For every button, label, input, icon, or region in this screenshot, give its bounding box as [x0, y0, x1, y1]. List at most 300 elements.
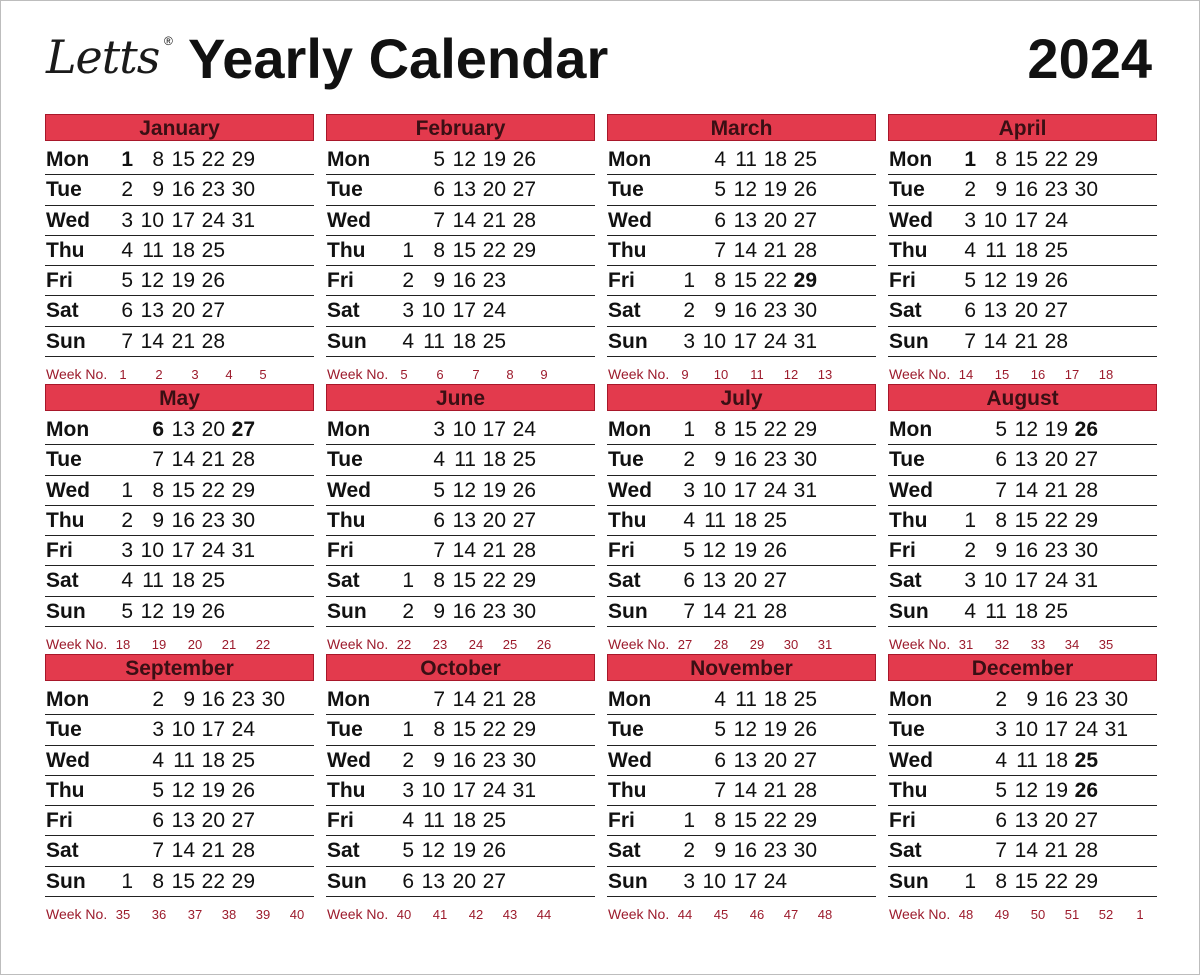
- date-cell: 10: [1014, 718, 1038, 742]
- day-row: [326, 715, 595, 745]
- date-cell: 23: [763, 839, 787, 863]
- day-row: [326, 597, 595, 627]
- month-april: [888, 114, 1157, 385]
- day-name: Sat: [608, 839, 641, 863]
- date-cell: 1: [964, 869, 976, 893]
- date-cell: 8: [433, 238, 445, 262]
- week-number: 3: [191, 367, 199, 383]
- date-cell: 22: [482, 238, 506, 262]
- date-cell: 15: [1014, 148, 1038, 171]
- day-row: [326, 476, 595, 506]
- day-name: Sat: [889, 839, 922, 863]
- date-cell: 22: [201, 478, 225, 502]
- day-name: Wed: [46, 208, 90, 232]
- date-cell: 8: [152, 478, 164, 502]
- date-cell: 12: [702, 539, 726, 563]
- day-row: [326, 836, 595, 866]
- date-cell: 24: [482, 299, 506, 323]
- date-cell: 12: [140, 269, 164, 293]
- date-cell: 24: [231, 718, 255, 742]
- date-cell: 13: [452, 508, 476, 532]
- week-numbers: [607, 903, 876, 925]
- date-cell: 21: [763, 778, 787, 802]
- week-number: 11: [750, 367, 764, 383]
- date-cell: 21: [482, 688, 506, 711]
- day-row: [888, 206, 1157, 236]
- date-cell: 7: [995, 478, 1007, 502]
- date-cell: 8: [995, 148, 1007, 171]
- day-name: Sat: [608, 569, 641, 593]
- page-title: Yearly Calendar: [188, 27, 609, 90]
- date-cell: 26: [482, 839, 506, 863]
- month-name: October: [326, 654, 595, 681]
- date-cell: 26: [1074, 778, 1098, 802]
- week-label: Week No.: [608, 636, 670, 653]
- week-number: 22: [396, 637, 412, 653]
- week-label: Week No.: [327, 366, 389, 383]
- date-cell: 14: [983, 329, 1007, 353]
- day-row: [888, 266, 1157, 296]
- date-cell: 19: [482, 478, 506, 502]
- date-cell: 7: [433, 208, 445, 232]
- date-cell: 6: [995, 809, 1007, 833]
- day-name: Tue: [889, 718, 925, 742]
- date-cell: 20: [482, 178, 506, 202]
- date-cell: 28: [231, 839, 255, 863]
- date-cell: 3: [402, 778, 414, 802]
- day-row: [326, 236, 595, 266]
- day-row: [45, 327, 314, 357]
- date-cell: 5: [995, 778, 1007, 802]
- day-name: Sat: [327, 299, 360, 323]
- date-cell: 5: [433, 478, 445, 502]
- date-cell: 8: [995, 869, 1007, 893]
- week-number: 49: [994, 907, 1010, 923]
- date-cell: 22: [1044, 148, 1068, 171]
- week-number: 4: [225, 367, 233, 383]
- date-cell: 29: [512, 569, 536, 593]
- date-cell: 1: [121, 478, 133, 502]
- date-cell: 15: [452, 569, 476, 593]
- date-cell: 1: [683, 809, 695, 833]
- week-label: Week No.: [46, 906, 108, 923]
- date-cell: 22: [763, 418, 787, 441]
- date-cell: 15: [452, 238, 476, 262]
- month-june: [326, 384, 595, 655]
- date-cell: 17: [1014, 208, 1038, 232]
- day-name: Tue: [608, 718, 644, 742]
- date-cell: 18: [171, 238, 195, 262]
- date-cell: 3: [152, 718, 164, 742]
- date-cell: 19: [452, 839, 476, 863]
- week-number: 48: [817, 907, 833, 923]
- date-cell: 19: [482, 148, 506, 171]
- week-label: Week No.: [327, 906, 389, 923]
- day-row: [888, 536, 1157, 566]
- week-number: 10: [713, 367, 729, 383]
- day-row: [888, 566, 1157, 596]
- registered-mark: ®: [164, 34, 173, 48]
- date-cell: 8: [714, 269, 726, 293]
- day-row: [45, 415, 314, 445]
- date-cell: 20: [201, 809, 225, 833]
- date-cell: 2: [683, 448, 695, 472]
- day-name: Wed: [889, 748, 933, 772]
- date-cell: 25: [201, 238, 225, 262]
- date-cell: 29: [1074, 148, 1098, 171]
- day-name: Fri: [46, 539, 73, 563]
- date-cell: 18: [1014, 599, 1038, 623]
- date-cell: 6: [433, 178, 445, 202]
- date-cell: 11: [985, 238, 1007, 262]
- date-cell: 24: [482, 778, 506, 802]
- day-name: Thu: [608, 508, 647, 532]
- date-cell: 18: [763, 148, 787, 171]
- date-cell: 15: [733, 269, 757, 293]
- date-cell: 17: [1014, 569, 1038, 593]
- day-row: [607, 206, 876, 236]
- date-cell: 4: [152, 748, 164, 772]
- date-cell: 28: [231, 448, 255, 472]
- day-name: Sat: [608, 299, 641, 323]
- week-number: 29: [749, 637, 765, 653]
- week-number: 15: [994, 367, 1010, 383]
- date-cell: 4: [964, 599, 976, 623]
- month-name: November: [607, 654, 876, 681]
- day-row: [607, 266, 876, 296]
- week-number: 17: [1064, 367, 1080, 383]
- day-name: Sat: [327, 569, 360, 593]
- day-name: Sun: [608, 599, 648, 623]
- day-name: Tue: [608, 448, 644, 472]
- date-cell: 22: [201, 148, 225, 171]
- date-cell: 29: [793, 418, 817, 441]
- date-cell: 22: [482, 569, 506, 593]
- date-cell: 27: [512, 178, 536, 202]
- date-cell: 4: [714, 148, 726, 171]
- day-row: [607, 836, 876, 866]
- date-cell: 17: [201, 718, 225, 742]
- date-cell: 11: [142, 238, 164, 262]
- date-cell: 13: [421, 869, 445, 893]
- date-cell: 1: [683, 418, 695, 441]
- date-cell: 3: [402, 299, 414, 323]
- day-name: Tue: [327, 448, 363, 472]
- date-cell: 9: [433, 748, 445, 772]
- date-cell: 7: [152, 448, 164, 472]
- day-name: Thu: [327, 238, 366, 262]
- date-cell: 29: [231, 869, 255, 893]
- day-name: Wed: [327, 478, 371, 502]
- date-cell: 9: [183, 688, 195, 711]
- date-cell: 16: [1014, 178, 1038, 202]
- day-name: Fri: [889, 269, 916, 293]
- date-cell: 10: [421, 299, 445, 323]
- date-cell: 22: [1044, 508, 1068, 532]
- day-name: Sat: [46, 839, 79, 863]
- date-cell: 6: [121, 299, 133, 323]
- date-cell: 3: [121, 208, 133, 232]
- date-cell: 9: [714, 839, 726, 863]
- date-cell: 16: [171, 178, 195, 202]
- date-cell: 16: [1044, 688, 1068, 711]
- day-name: Thu: [46, 238, 85, 262]
- date-cell: 31: [512, 778, 536, 802]
- week-number: 27: [677, 637, 693, 653]
- date-cell: 21: [1014, 329, 1038, 353]
- date-cell: 5: [433, 148, 445, 171]
- date-cell: 14: [171, 839, 195, 863]
- date-cell: 16: [733, 448, 757, 472]
- day-name: Sun: [889, 329, 929, 353]
- date-cell: 4: [714, 688, 726, 711]
- day-name: Fri: [608, 809, 635, 833]
- date-cell: 3: [683, 478, 695, 502]
- day-row: [45, 536, 314, 566]
- day-name: Mon: [889, 148, 933, 171]
- day-name: Wed: [608, 478, 652, 502]
- day-name: Sun: [889, 869, 929, 893]
- date-cell: 31: [793, 478, 817, 502]
- date-cell: 24: [763, 869, 787, 893]
- week-number: 18: [115, 637, 131, 653]
- day-row: [888, 506, 1157, 536]
- date-cell: 9: [433, 599, 445, 623]
- date-cell: 26: [763, 539, 787, 563]
- date-cell: 20: [1044, 809, 1068, 833]
- date-cell: 10: [702, 869, 726, 893]
- date-cell: 10: [171, 718, 195, 742]
- week-number: 18: [1098, 367, 1114, 383]
- date-cell: 26: [512, 478, 536, 502]
- date-cell: 19: [171, 599, 195, 623]
- day-row: [326, 415, 595, 445]
- date-cell: 25: [231, 748, 255, 772]
- day-name: Tue: [46, 178, 82, 202]
- week-number: 41: [432, 907, 448, 923]
- date-cell: 9: [714, 299, 726, 323]
- date-cell: 18: [763, 688, 787, 711]
- date-cell: 30: [1074, 539, 1098, 563]
- day-row: [888, 327, 1157, 357]
- date-cell: 16: [201, 688, 225, 711]
- day-row: [326, 506, 595, 536]
- week-number: 33: [1030, 637, 1046, 653]
- day-row: [607, 415, 876, 445]
- day-row: [607, 536, 876, 566]
- day-row: [45, 597, 314, 627]
- week-number: 1: [119, 367, 127, 383]
- date-cell: 23: [482, 748, 506, 772]
- week-number: 8: [506, 367, 514, 383]
- week-number: 32: [994, 637, 1010, 653]
- week-number: 19: [151, 637, 167, 653]
- day-name: Sun: [608, 869, 648, 893]
- date-cell: 7: [714, 238, 726, 262]
- month-name: September: [45, 654, 314, 681]
- date-cell: 8: [995, 508, 1007, 532]
- week-number: 31: [817, 637, 833, 653]
- week-number: 44: [677, 907, 693, 923]
- date-cell: 15: [733, 418, 757, 441]
- day-row: [326, 776, 595, 806]
- date-cell: 14: [452, 208, 476, 232]
- date-cell: 18: [1044, 748, 1068, 772]
- date-cell: 3: [683, 869, 695, 893]
- day-row: [326, 566, 595, 596]
- day-name: Thu: [889, 508, 928, 532]
- day-name: Mon: [608, 148, 652, 171]
- date-cell: 25: [793, 688, 817, 711]
- date-cell: 2: [995, 688, 1007, 711]
- date-cell: 3: [683, 329, 695, 353]
- date-cell: 8: [152, 148, 164, 171]
- date-cell: 13: [733, 208, 757, 232]
- date-cell: 7: [433, 688, 445, 711]
- day-name: Tue: [46, 718, 82, 742]
- date-cell: 26: [1044, 269, 1068, 293]
- day-name: Fri: [327, 269, 354, 293]
- week-number: 31: [958, 637, 974, 653]
- week-numbers: [607, 633, 876, 655]
- day-name: Mon: [46, 418, 90, 441]
- week-number: 9: [540, 367, 548, 383]
- date-cell: 1: [402, 238, 414, 262]
- date-cell: 17: [1044, 718, 1068, 742]
- day-row: [326, 806, 595, 836]
- date-cell: 22: [763, 809, 787, 833]
- date-cell: 17: [733, 478, 757, 502]
- day-row: [607, 597, 876, 627]
- date-cell: 4: [402, 809, 414, 833]
- date-cell: 28: [1074, 478, 1098, 502]
- date-cell: 2: [683, 299, 695, 323]
- date-cell: 12: [733, 178, 757, 202]
- day-row: [45, 685, 314, 715]
- week-number: 42: [468, 907, 484, 923]
- day-name: Mon: [327, 418, 371, 441]
- date-cell: 27: [201, 299, 225, 323]
- date-cell: 29: [231, 478, 255, 502]
- letts-logo: Letts: [46, 30, 160, 84]
- date-cell: 21: [201, 448, 225, 472]
- date-cell: 12: [1014, 778, 1038, 802]
- date-cell: 31: [1074, 569, 1098, 593]
- date-cell: 28: [793, 778, 817, 802]
- date-cell: 14: [1014, 839, 1038, 863]
- date-cell: 5: [121, 599, 133, 623]
- date-cell: 29: [793, 809, 817, 833]
- date-cell: 25: [1044, 238, 1068, 262]
- day-row: [45, 806, 314, 836]
- date-cell: 30: [793, 839, 817, 863]
- month-name: April: [888, 114, 1157, 141]
- date-cell: 14: [1014, 478, 1038, 502]
- date-cell: 2: [121, 178, 133, 202]
- date-cell: 18: [482, 448, 506, 472]
- date-cell: 17: [733, 869, 757, 893]
- week-label: Week No.: [327, 636, 389, 653]
- date-cell: 31: [793, 329, 817, 353]
- week-label: Week No.: [889, 906, 951, 923]
- date-cell: 4: [995, 748, 1007, 772]
- date-cell: 6: [152, 809, 164, 833]
- month-name: December: [888, 654, 1157, 681]
- date-cell: 29: [1074, 869, 1098, 893]
- date-cell: 31: [231, 539, 255, 563]
- week-number: 40: [396, 907, 412, 923]
- date-cell: 3: [964, 569, 976, 593]
- date-cell: 6: [683, 569, 695, 593]
- week-numbers: [326, 903, 595, 925]
- day-name: Mon: [608, 688, 652, 711]
- day-row: [607, 685, 876, 715]
- day-name: Thu: [327, 508, 366, 532]
- date-cell: 24: [1044, 569, 1068, 593]
- day-name: Tue: [889, 178, 925, 202]
- date-cell: 24: [512, 418, 536, 441]
- date-cell: 14: [452, 539, 476, 563]
- date-cell: 18: [452, 809, 476, 833]
- day-name: Sun: [327, 599, 367, 623]
- day-row: [326, 445, 595, 475]
- day-row: [45, 566, 314, 596]
- date-cell: 16: [171, 508, 195, 532]
- date-cell: 7: [152, 839, 164, 863]
- date-cell: 23: [1044, 178, 1068, 202]
- date-cell: 27: [482, 869, 506, 893]
- date-cell: 13: [171, 418, 195, 441]
- date-cell: 2: [121, 508, 133, 532]
- day-name: Sun: [889, 599, 929, 623]
- date-cell: 11: [454, 448, 476, 472]
- date-cell: 27: [763, 569, 787, 593]
- day-row: [45, 175, 314, 205]
- date-cell: 4: [433, 448, 445, 472]
- date-cell: 30: [261, 688, 285, 711]
- date-cell: 8: [152, 869, 164, 893]
- day-row: [45, 296, 314, 326]
- day-name: Wed: [327, 208, 371, 232]
- date-cell: 25: [482, 809, 506, 833]
- date-cell: 27: [1074, 448, 1098, 472]
- date-cell: 29: [1074, 508, 1098, 532]
- date-cell: 8: [714, 418, 726, 441]
- day-name: Thu: [608, 238, 647, 262]
- date-cell: 12: [171, 778, 195, 802]
- date-cell: 12: [452, 148, 476, 171]
- date-cell: 13: [1014, 809, 1038, 833]
- date-cell: 22: [482, 718, 506, 742]
- date-cell: 25: [763, 508, 787, 532]
- date-cell: 20: [1014, 299, 1038, 323]
- month-name: June: [326, 384, 595, 411]
- week-number: 5: [400, 367, 408, 383]
- date-cell: 19: [1044, 778, 1068, 802]
- date-cell: 12: [421, 839, 445, 863]
- day-name: Sun: [46, 869, 86, 893]
- day-row: [607, 806, 876, 836]
- date-cell: 24: [1074, 718, 1098, 742]
- date-cell: 14: [452, 688, 476, 711]
- date-cell: 15: [1014, 508, 1038, 532]
- date-cell: 16: [1014, 539, 1038, 563]
- date-cell: 18: [171, 569, 195, 593]
- date-cell: 21: [171, 329, 195, 353]
- date-cell: 24: [201, 208, 225, 232]
- date-cell: 16: [733, 299, 757, 323]
- month-december: [888, 654, 1157, 925]
